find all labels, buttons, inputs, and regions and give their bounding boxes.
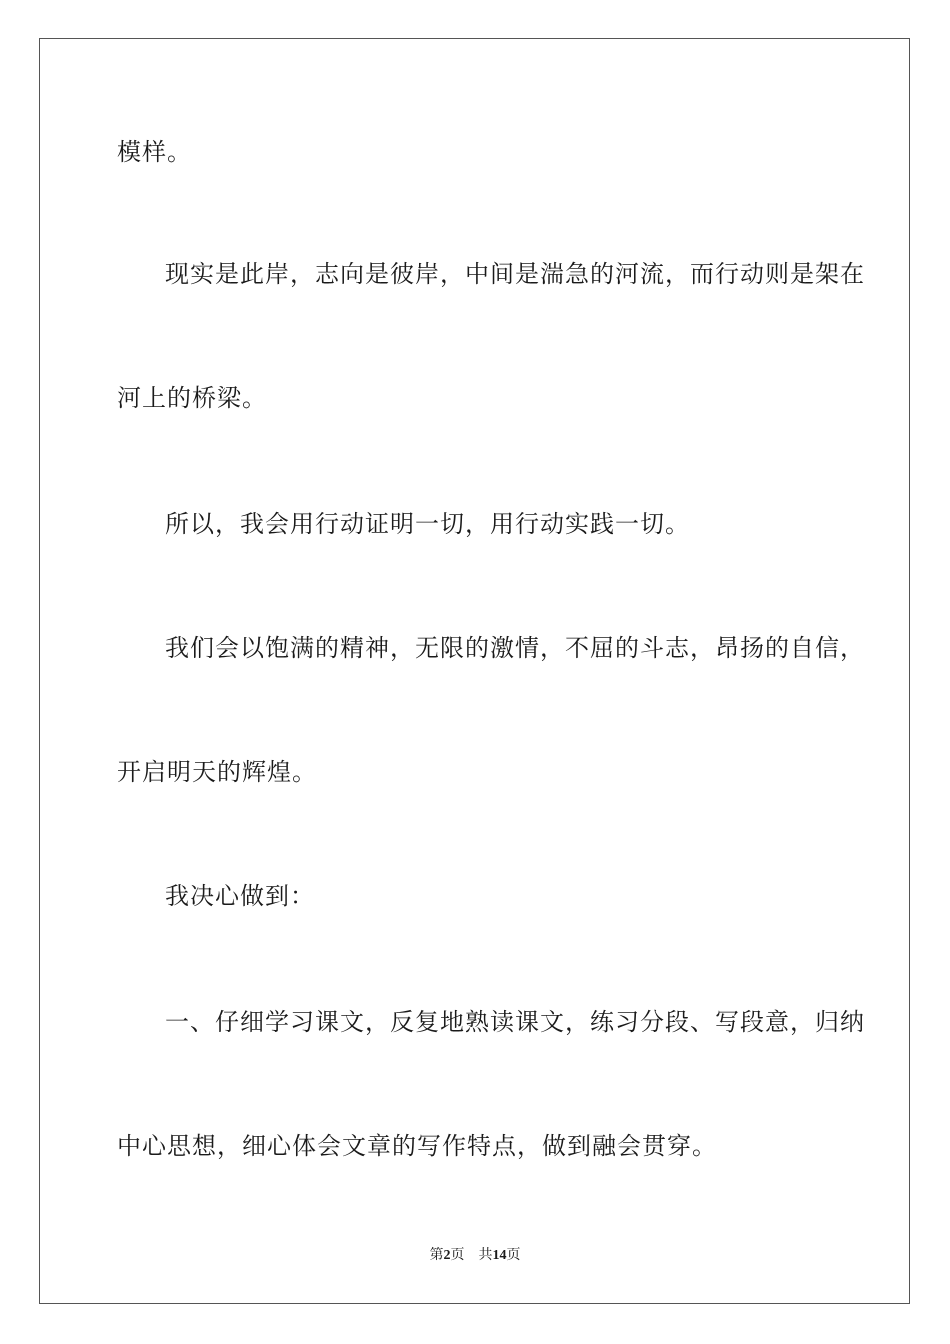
paragraph-line-7: 我决心做到： xyxy=(165,882,315,910)
paragraph-line-3: 河上的桥梁。 xyxy=(117,384,267,412)
paragraph-line-1: 模样。 xyxy=(117,138,192,166)
paragraph-line-4: 所以，我会用行动证明一切，用行动实践一切。 xyxy=(165,510,690,538)
footer-page-prefix: 第 xyxy=(429,1248,444,1263)
paragraph-line-9: 中心思想，细心体会文章的写作特点，做到融会贯穿。 xyxy=(117,1132,717,1160)
footer-total-prefix: 共 xyxy=(478,1248,493,1263)
paragraph-line-2: 现实是此岸，志向是彼岸，中间是湍急的河流，而行动则是架在 xyxy=(165,260,865,288)
footer-total-suffix: 页 xyxy=(506,1248,521,1263)
paragraph-line-5: 我们会以饱满的精神，无限的激情，不屈的斗志，昂扬的自信， xyxy=(165,634,865,662)
page-footer xyxy=(0,1246,950,1266)
footer-page-suffix: 页 xyxy=(450,1248,465,1263)
page-border xyxy=(39,38,910,1304)
footer-page-number: 2 xyxy=(443,1248,451,1263)
paragraph-line-8: 一、仔细学习课文，反复地熟读课文，练习分段、写段意，归纳 xyxy=(165,1008,865,1036)
footer-total-pages: 14 xyxy=(492,1248,507,1263)
paragraph-line-6: 开启明天的辉煌。 xyxy=(117,758,317,786)
